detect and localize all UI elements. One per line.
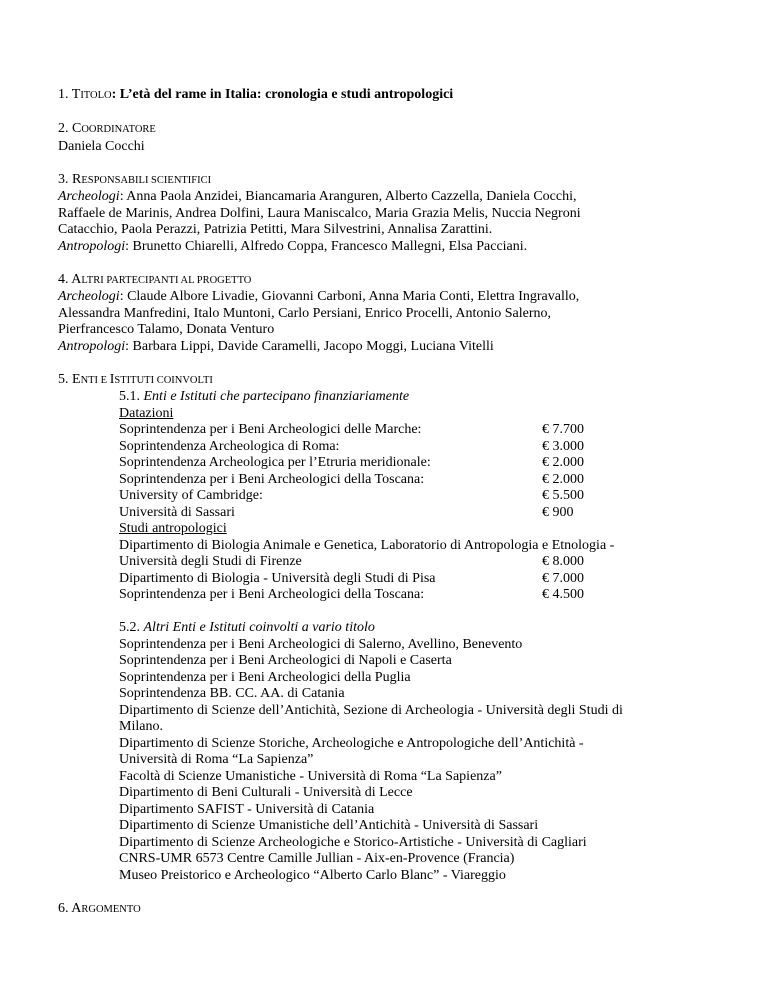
section-heading-rest: OORDINATORE — [81, 124, 156, 135]
section-heading-initial: R — [72, 171, 82, 187]
section-coordinatore — [58, 121, 748, 155]
funding-row — [119, 571, 748, 588]
funding-amount: € 900 — [542, 504, 574, 520]
funding-institution: Università di Sassari — [119, 504, 235, 520]
funding-row — [119, 472, 748, 489]
antropologi-label: Antropologi — [58, 338, 126, 354]
document-title: : L’età del rame in Italia: cronologia e studi antropologici — [111, 87, 454, 102]
section-heading-initial: E — [72, 371, 81, 387]
funding-row — [119, 505, 748, 522]
institution-line: Dipartimento di Scienze Storiche, Archeologiche e Antropologiche dell’Antichità - — [119, 735, 584, 751]
section-heading-rest: ESPONSABILI SCIENTIFICI — [81, 174, 212, 186]
institution-line: CNRS-UMR 6573 Centre Camille Jullian - Aix-en-Provence (Francia) — [119, 851, 515, 866]
funding-row — [119, 587, 748, 604]
institution-line: Museo Preistorico e Archeologico “Alberto Carlo Blanc” - Viareggio — [119, 867, 506, 883]
section-altri-partecipanti — [58, 272, 748, 356]
section-number: 6. — [58, 900, 69, 916]
archeologi-names-line: Raffaele de Marinis, Andrea Dolfini, Laura Maniscalco, Maria Grazia Melis, Nuccia Negroni — [58, 205, 581, 221]
section-responsabili — [58, 172, 748, 256]
funding-amount: € 2.000 — [542, 471, 584, 487]
institution-line: Soprintendenza per i Beni Archeologici della Puglia — [119, 669, 411, 685]
institution-line: Soprintendenza per i Beni Archeologici di Salerno, Avellino, Benevento — [119, 636, 523, 652]
funding-institution: Università degli Studi di Firenze — [119, 554, 302, 569]
funding-institution: Soprintendenza Archeologica di Roma: — [119, 438, 340, 454]
institution-line: Dipartimento di Beni Culturali - Università di Lecce — [119, 785, 413, 800]
funding-institution: Dipartimento di Biologia - Università degli Studi di Pisa — [119, 570, 436, 586]
section-number: 5. — [58, 371, 69, 387]
institution-line: Dipartimento di Scienze Archeologiche e Storico-Artistiche - Università di Cagliari — [119, 834, 587, 850]
institution-line: Dipartimento di Scienze dell’Antichità, Sezione di Archeologia - Università degli Studi di — [119, 702, 623, 718]
section-heading-rest: LTRI PARTECIPANTI AL PROGETTO — [81, 274, 252, 286]
section-number: 1. — [58, 87, 69, 102]
section-heading-rest: RGOMENTO — [81, 903, 141, 915]
section-heading-initial: C — [72, 121, 82, 136]
funding-amount: € 2.000 — [542, 455, 584, 470]
section-heading-rest: ITOLO — [80, 90, 112, 101]
coordinator-name: Daniela Cocchi — [58, 138, 145, 154]
section-titolo — [58, 87, 748, 105]
funding-institution: Soprintendenza per i Beni Archeologici delle Marche: — [119, 422, 422, 437]
subsection-number: 5.2. — [119, 620, 144, 635]
funding-row — [119, 422, 748, 439]
section-argomento — [58, 901, 748, 919]
funding-row — [119, 455, 748, 472]
institution-line: Soprintendenza BB. CC. AA. di Catania — [119, 686, 345, 701]
funding-amount: € 7.000 — [542, 570, 584, 586]
funding-amount: € 3.000 — [542, 438, 584, 454]
antropologi-label: Antropologi — [58, 238, 126, 254]
funding-row — [119, 554, 748, 571]
funding-institution: Soprintendenza per i Beni Archeologici della Toscana: — [119, 587, 425, 602]
archeologi-label: Archeologi — [58, 289, 120, 304]
section-heading-initial: I — [109, 371, 115, 387]
section-enti-istituti — [58, 372, 748, 885]
institution-line: Soprintendenza per i Beni Archeologici di Napoli e Caserta — [119, 653, 452, 668]
funding-institution: Soprintendenza Archeologica per l’Etruria meridionale: — [119, 455, 431, 470]
funding-institution: Dipartimento di Biologia Animale e Genetica, Laboratorio di Antropologia e Etnologia - — [119, 537, 615, 553]
section-heading-initial: A — [71, 271, 82, 287]
institution-line: Facoltà di Scienze Umanistiche - Università di Roma “La Sapienza” — [119, 768, 502, 784]
archeologi-names-line: Alessandra Manfredini, Italo Muntoni, Carlo Persiani, Enrico Procelli, Antonio Salerno, — [58, 305, 552, 321]
section-heading-initial: T — [71, 87, 81, 102]
antropologi-names: : Barbara Lippi, Davide Caramelli, Jacopo Moggi, Luciana Vitelli — [125, 338, 494, 354]
archeologi-names-line: Pierfrancesco Talamo, Donata Venturo — [58, 322, 275, 337]
document-page — [58, 87, 748, 935]
funding-amount: € 5.500 — [542, 488, 584, 503]
section-number: 4. — [58, 271, 69, 287]
section-heading-rest: STITUTI COINVOLTI — [114, 374, 213, 386]
funding-institution: Soprintendenza per i Beni Archeologici della Toscana: — [119, 471, 425, 487]
archeologi-names-line: Catacchio, Paola Perazzi, Patrizia Petitti, Mara Silvestrini, Annalisa Zarattini. — [58, 222, 493, 237]
institution-line: Dipartimento di Scienze Umanistiche dell’Antichità - Università di Sassari — [119, 818, 539, 833]
datazioni-label: Datazioni — [119, 405, 174, 421]
institution-line: Milano. — [119, 719, 163, 734]
funding-row — [119, 439, 748, 456]
funding-amount: € 4.500 — [542, 587, 584, 602]
section-heading-rest: NTI E — [80, 374, 110, 386]
section-number: 2. — [58, 121, 69, 136]
institution-line: Dipartimento SAFIST - Università di Catania — [119, 801, 375, 817]
subsection-finanziariamente — [119, 389, 748, 884]
funding-amount: € 8.000 — [542, 554, 584, 569]
institution-line: Università di Roma “La Sapienza” — [119, 752, 314, 767]
archeologi-names-line: : Anna Paola Anzidei, Biancamaria Aranguren, Alberto Cazzella, Daniela Cocchi, — [119, 189, 577, 204]
funding-institution: University of Cambridge: — [119, 488, 263, 503]
studi-antropologici-label: Studi antropologici — [119, 521, 227, 536]
antropologi-names: : Brunetto Chiarelli, Alfredo Coppa, Francesco Mallegni, Elsa Pacciani. — [125, 238, 528, 254]
section-number: 3. — [58, 171, 69, 187]
subsection-number: 5.1. — [119, 389, 144, 404]
funding-amount: € 7.700 — [542, 422, 584, 437]
section-heading-initial: A — [71, 900, 82, 916]
funding-row — [119, 488, 748, 505]
archeologi-names-line: : Claude Albore Livadie, Giovanni Carboni, Anna Maria Conti, Elettra Ingravallo, — [119, 289, 580, 304]
subsection-title: Enti e Istituti che partecipano finanziariamente — [143, 389, 410, 404]
subsection-title: Altri Enti e Istituti coinvolti a vario titolo — [143, 620, 375, 635]
archeologi-label: Archeologi — [58, 189, 120, 204]
